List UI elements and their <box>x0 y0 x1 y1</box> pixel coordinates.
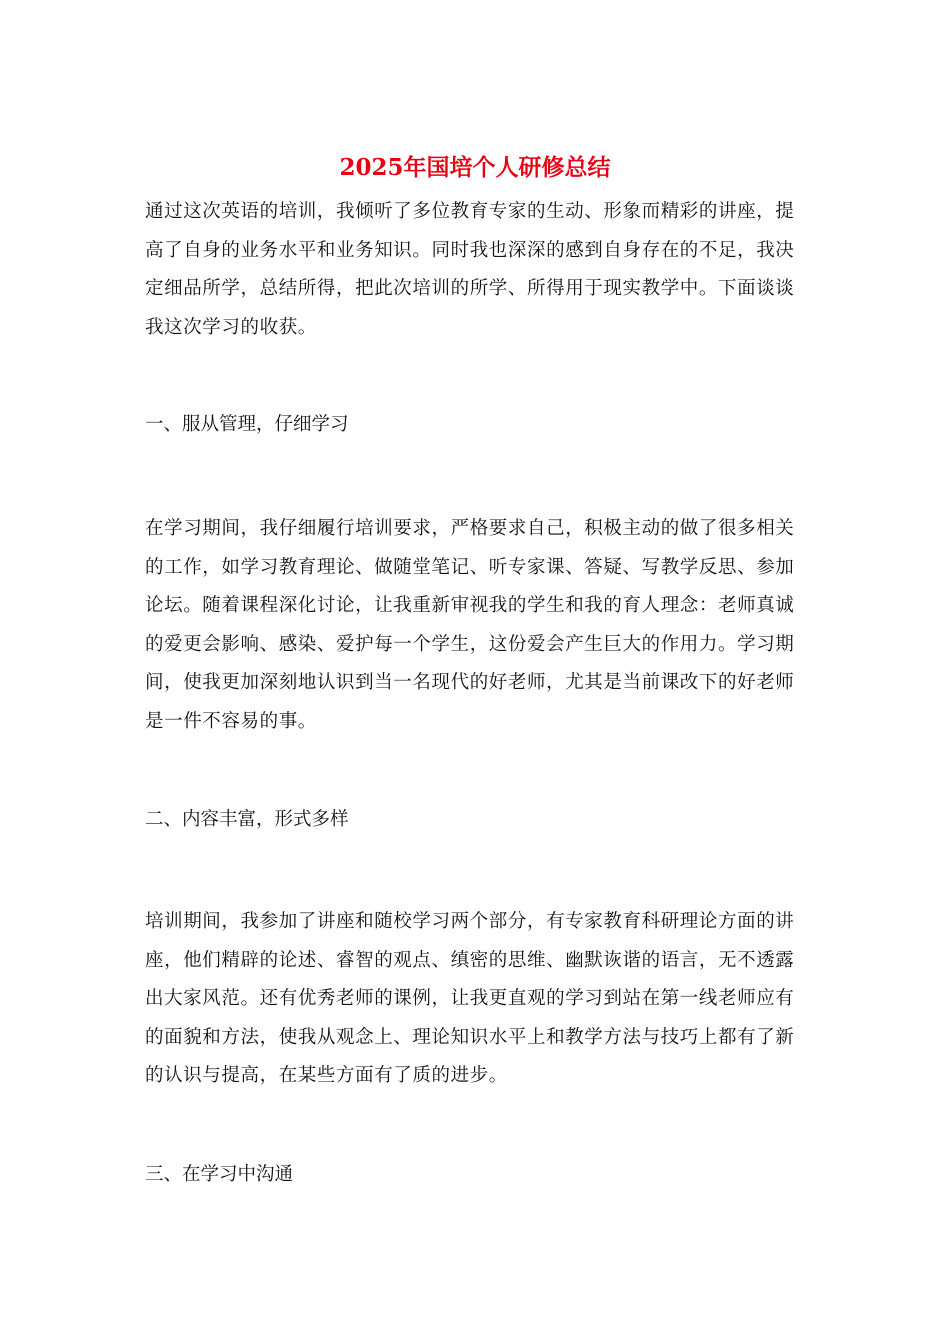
section-2-paragraph: 培训期间，我参加了讲座和随校学习两个部分，有专家教育科研理论方面的讲座，他们精辟的论述、睿智的观点、缜密的思维、幽默诙谐的语言，无不透露出大家风范。还有优秀老师的课例，让我更直观的学习到站在第一线老师应有的面貌和方法，使我从观念上、理论知识水平上和教学方法与技巧上都有了新的认识与提高，在某些方面有了质的进步。 <box>145 911 795 1086</box>
section-2-heading: 二、内容丰富，形式多样 <box>145 809 349 830</box>
section-1-heading: 一、服从管理，仔细学习 <box>145 414 349 435</box>
document-title: 2025年国培个人研修总结 <box>339 154 611 181</box>
section-3-heading: 三、在学习中沟通 <box>145 1164 294 1185</box>
section-1-paragraph: 在学习期间，我仔细履行培训要求，严格要求自己，积极主动的做了很多相关的工作，如学习教育理论、做随堂笔记、听专家课、答疑、写教学反思、参加论坛。随着课程深化讨论，让我重新审视我的学生和我的育人理念：老师真诚的爱更会影响、感染、爱护每一个学生，这份爱会产生巨大的作用力。学习期间，使我更加深刻地认识到当一名现代的好老师，尤其是当前课改下的好老师是一件不容易的事。 <box>145 518 795 732</box>
intro-paragraph: 通过这次英语的培训，我倾听了多位教育专家的生动、形象而精彩的讲座，提高了自身的业务水平和业务知识。同时我也深深的感到自身存在的不足，我决定细品所学，总结所得，把此次培训的所学、所得用于现实教学中。下面谈谈我这次学习的收获。 <box>145 201 795 338</box>
